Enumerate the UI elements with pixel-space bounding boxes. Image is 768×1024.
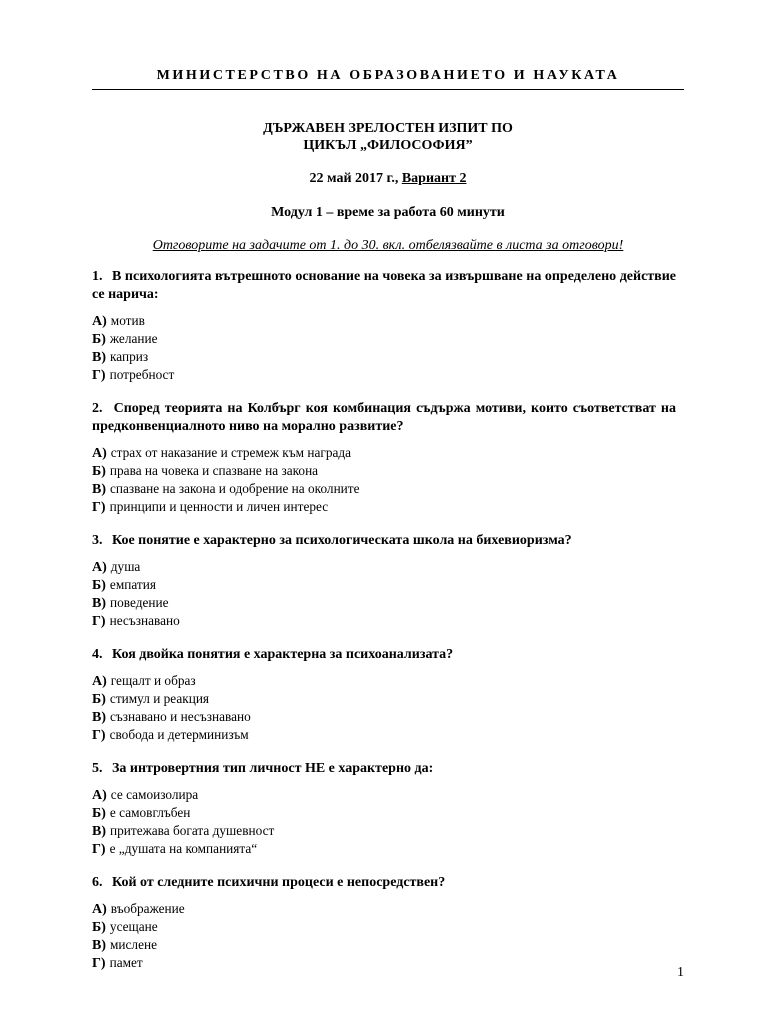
question-number: 5. [92, 761, 103, 776]
option-b: Б) усещане [92, 919, 158, 935]
question-body: Кое понятие е характерно за психологическата школа на бихевиоризма? [112, 533, 572, 548]
option-b: Б) стимул и реакция [92, 691, 210, 707]
option-d: Г) памет [92, 955, 143, 971]
exam-variant: Вариант 2 [401, 171, 467, 186]
option-a: А) въображение [92, 901, 185, 917]
question-3 [92, 532, 676, 630]
option-b: Б) права на човека и спазване на закона [92, 463, 319, 479]
option-a: А) мотив [92, 313, 145, 329]
option-d: Г) потребност [92, 367, 175, 383]
option-b: Б) е самовглъбен [92, 805, 191, 821]
question-number: 6. [92, 875, 103, 890]
exam-date: 22 май 2017 г., [309, 171, 399, 186]
exam-title-line2: ЦИКЪЛ „ФИЛОСОФИЯ” [303, 138, 473, 153]
question-text [92, 400, 676, 436]
option-b: Б) желание [92, 331, 158, 347]
option-a: А) гещалт и образ [92, 673, 196, 689]
option-b: Б) емпатия [92, 577, 156, 593]
option-d: Г) несъзнавано [92, 613, 180, 629]
question-text [92, 646, 676, 664]
question-body: Кой от следните психични процеси е непосредствен? [112, 875, 446, 890]
exam-title-line1: ДЪРЖАВЕН ЗРЕЛОСТЕН ИЗПИТ ПО [263, 121, 513, 136]
option-a: А) страх от наказание и стремеж към награда [92, 445, 352, 461]
option-c: В) съзнавано и несъзнавано [92, 709, 251, 725]
question-1 [92, 268, 676, 384]
question-body: Коя двойка понятия е характерна за психоанализата? [112, 647, 454, 662]
exam-date-line [92, 171, 684, 187]
option-d: Г) свобода и детерминизъм [92, 727, 249, 743]
header-divider [92, 89, 684, 90]
option-d: Г) принципи и ценности и личен интерес [92, 499, 329, 515]
question-number: 3. [92, 533, 103, 548]
option-c: В) притежава богата душевност [92, 823, 275, 839]
option-a: А) душа [92, 559, 141, 575]
instructions: Отговорите на задачите от 1. до 30. вкл. отбелязвайте в листа за отговори! [152, 238, 624, 253]
question-number: 1. [92, 269, 103, 284]
question-number: 4. [92, 647, 103, 662]
question-body: Според теорията на Колбърг коя комбинация съдържа мотиви, които съответстват на предконвенциалното ниво на морално развитие? [92, 401, 677, 434]
option-c: В) мислене [92, 937, 157, 953]
option-c: В) спазване на закона и одобрение на околните [92, 481, 360, 497]
ministry-heading: МИНИСТЕРСТВО НА ОБРАЗОВАНИЕТО И НАУКАТА [156, 68, 620, 83]
module-info: Модул 1 – време за работа 60 минути [271, 205, 505, 220]
option-c: В) каприз [92, 349, 149, 365]
question-body: В психологията вътрешното основание на човека за извършване на определено действие се нарича: [92, 269, 677, 302]
question-text [92, 268, 676, 304]
question-5 [92, 760, 676, 858]
question-text [92, 760, 676, 778]
question-text [92, 874, 676, 892]
question-body: За интровертния тип личност НЕ е характерно да: [112, 761, 434, 776]
question-list [92, 268, 676, 988]
question-number: 2. [92, 401, 103, 416]
page-number: 1 [677, 965, 684, 980]
question-text [92, 532, 676, 550]
question-6 [92, 874, 676, 972]
question-4 [92, 646, 676, 744]
option-c: В) поведение [92, 595, 169, 611]
option-d: Г) е „душата на компанията“ [92, 841, 258, 857]
option-a: А) се самоизолира [92, 787, 199, 803]
question-2 [92, 400, 676, 516]
